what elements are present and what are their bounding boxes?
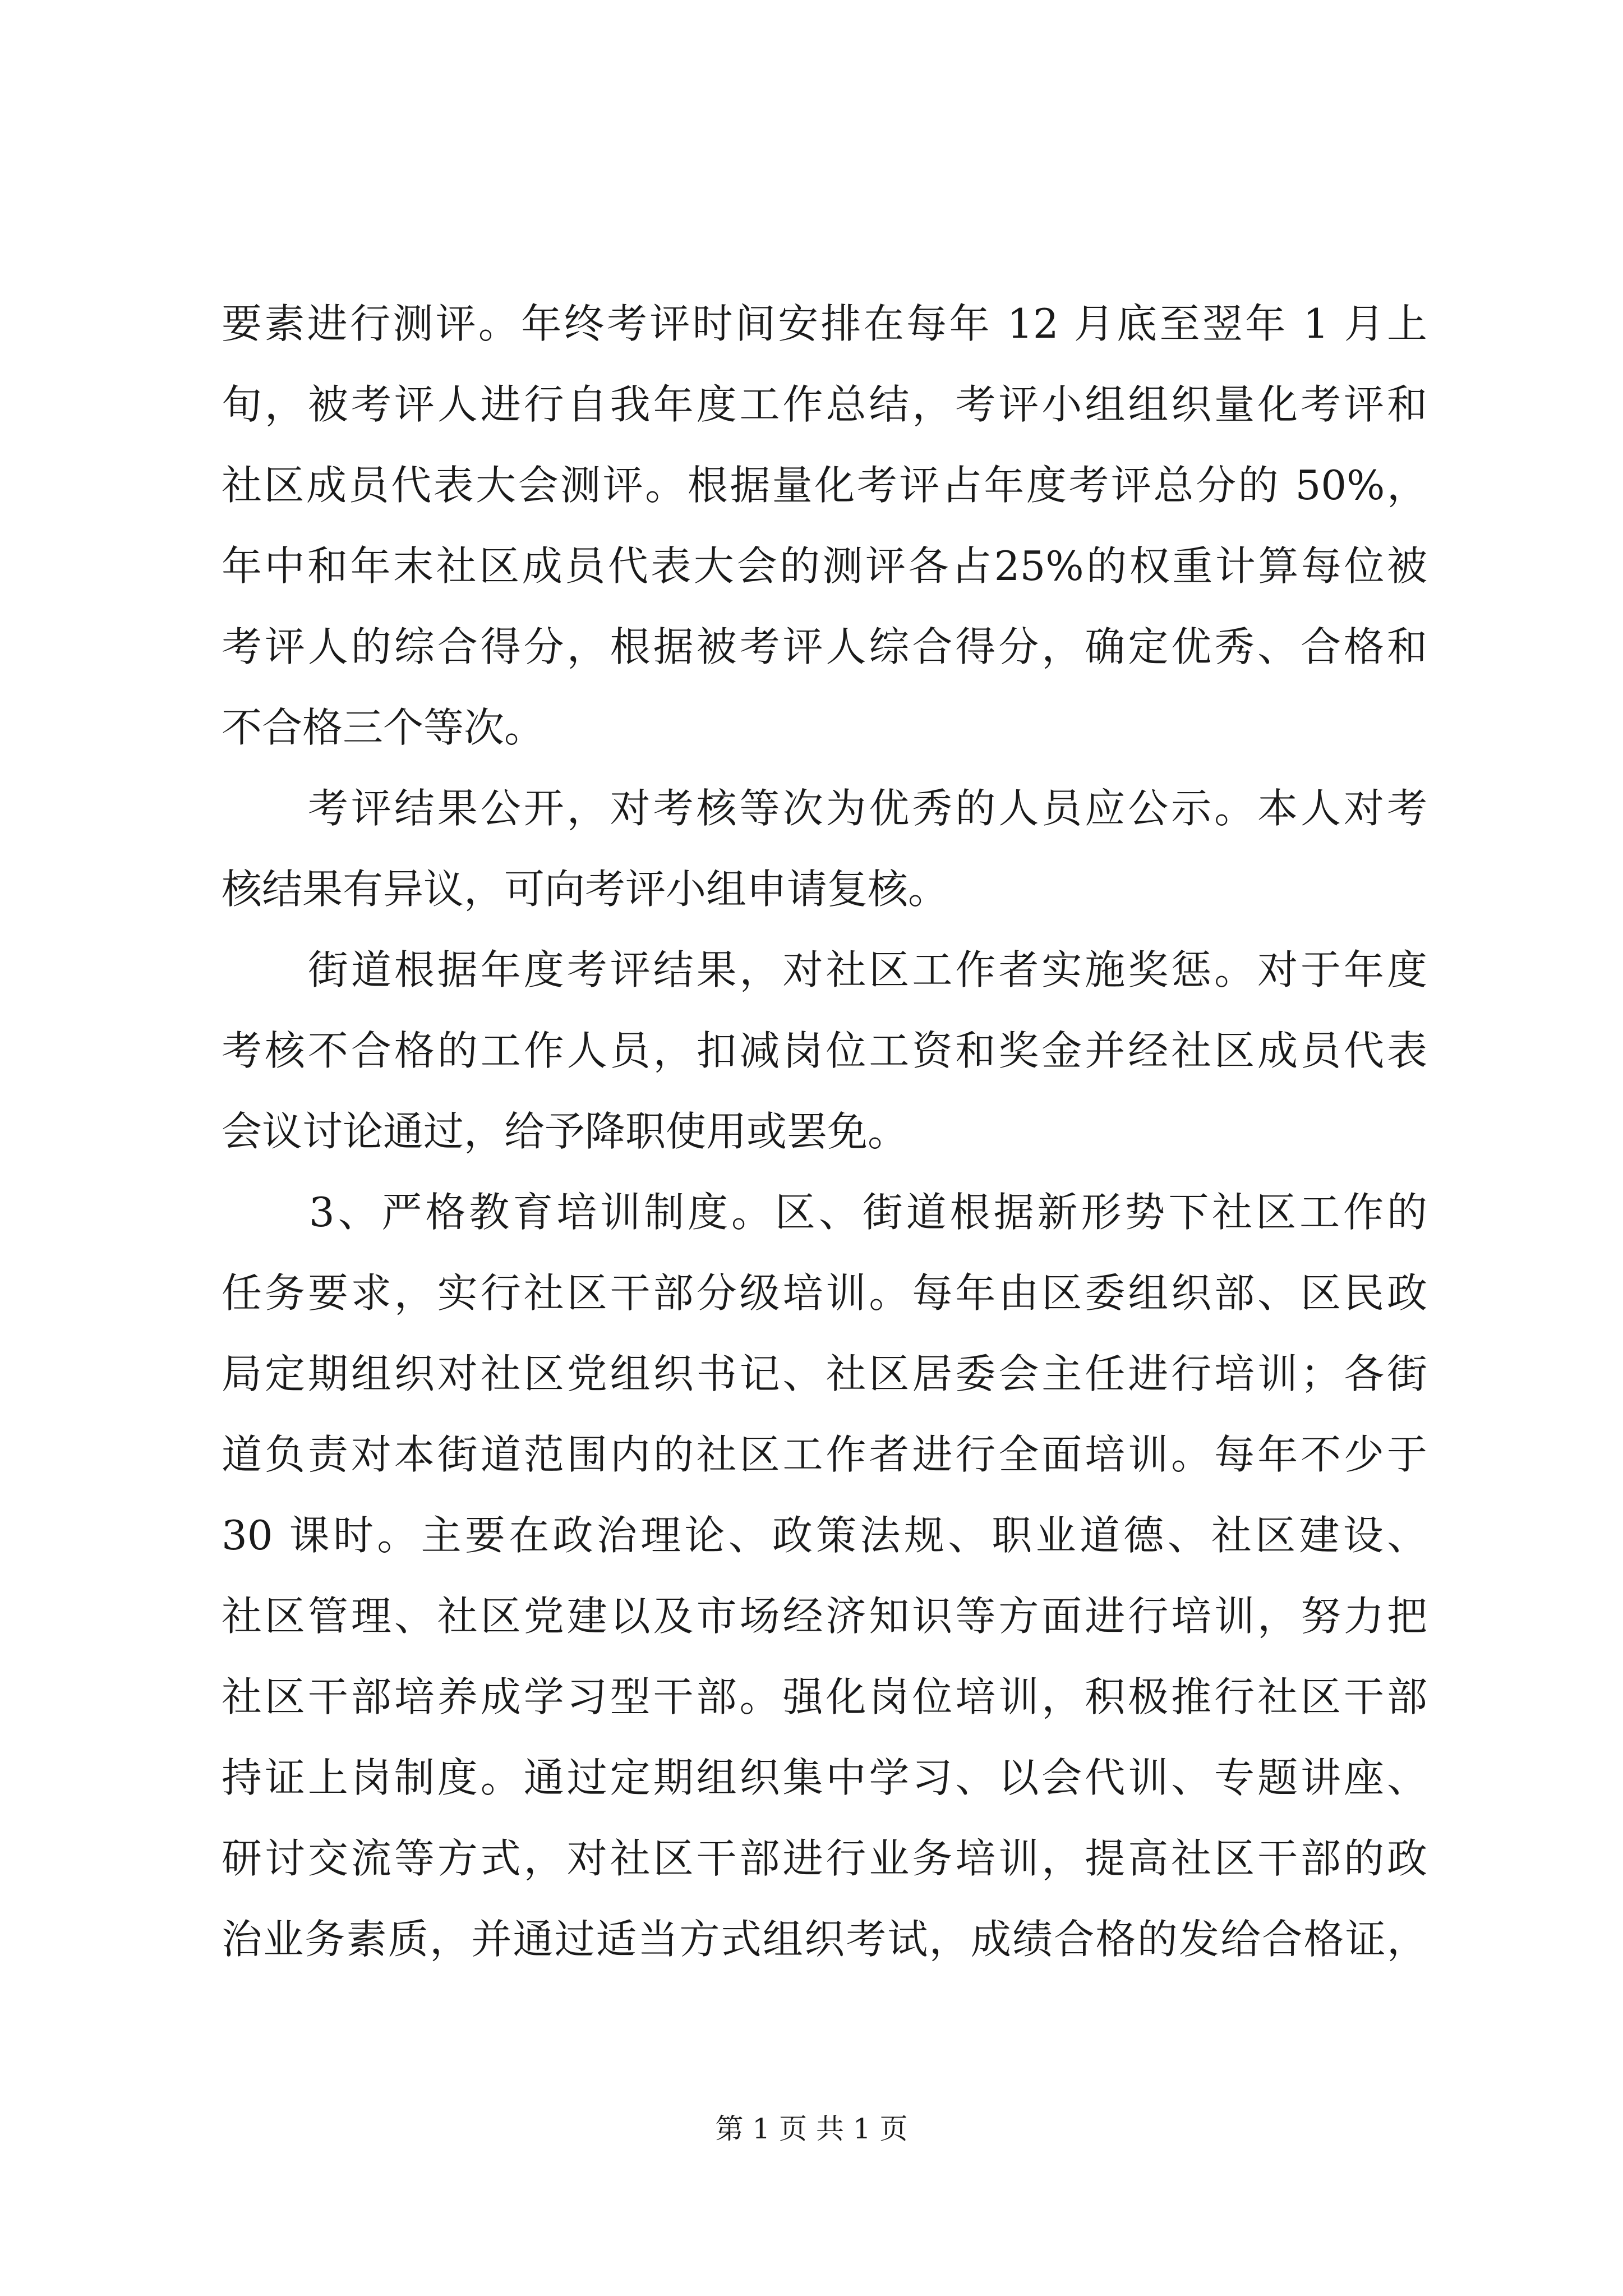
body-text <box>222 283 1427 1980</box>
text-line: 30 课时。主要在政治理论、政策法规、职业道德、社区建设、 <box>222 1512 1427 1559</box>
text-line: 局定期组织对社区党组织书记、社区居委会主任进行培训；各街 <box>222 1350 1427 1397</box>
text-line: 治业务素质，并通过适当方式组织考试，成绩合格的发给合格证， <box>222 1916 1427 1963</box>
text-line: 旬，被考评人进行自我年度工作总结，考评小组组织量化考评和 <box>222 381 1427 428</box>
text-line: 任务要求，实行社区干部分级培训。每年由区委组织部、区民政 <box>222 1269 1427 1317</box>
text-line: 考评人的综合得分，根据被考评人综合得分，确定优秀、合格和 <box>222 623 1427 670</box>
text-line: 社区管理、社区党建以及市场经济知识等方面进行培训，努力把 <box>222 1593 1427 1640</box>
text-line: 考核不合格的工作人员，扣减岗位工资和奖金并经社区成员代表 <box>222 1027 1427 1074</box>
text-line: 社区成员代表大会测评。根据量化考评占年度考评总分的 50%， <box>222 462 1427 509</box>
text-line: 要素进行测评。年终考评时间安排在每年 12 月底至翌年 1 月上 <box>222 300 1427 347</box>
text-line: 研讨交流等方式，对社区干部进行业务培训，提高社区干部的政 <box>222 1835 1427 1882</box>
text-line: 持证上岗制度。通过定期组织集中学习、以会代训、专题讲座、 <box>222 1754 1427 1801</box>
text-line: 道负责对本街道范围内的社区工作者进行全面培训。每年不少于 <box>222 1431 1427 1478</box>
text-line: 社区干部培养成学习型干部。强化岗位培训，积极推行社区干部 <box>222 1673 1427 1720</box>
text-line: 会议讨论通过，给予降职使用或罢免。 <box>222 1108 909 1155</box>
page-footer: 第 1 页 共 1 页 <box>715 2113 908 2145</box>
text-line: 3、严格教育培训制度。区、街道根据新形势下社区工作的 <box>222 1189 1427 1236</box>
text-line: 考评结果公开，对考核等次为优秀的人员应公示。本人对考 <box>222 785 1427 832</box>
text-line: 街道根据年度考评结果，对社区工作者实施奖惩。对于年度 <box>222 946 1427 993</box>
text-line: 年中和年末社区成员代表大会的测评各占25%的权重计算每位被 <box>222 542 1427 590</box>
text-line: 不合格三个等次。 <box>222 704 545 751</box>
text-line: 核结果有异议，可向考评小组申请复核。 <box>222 866 949 913</box>
